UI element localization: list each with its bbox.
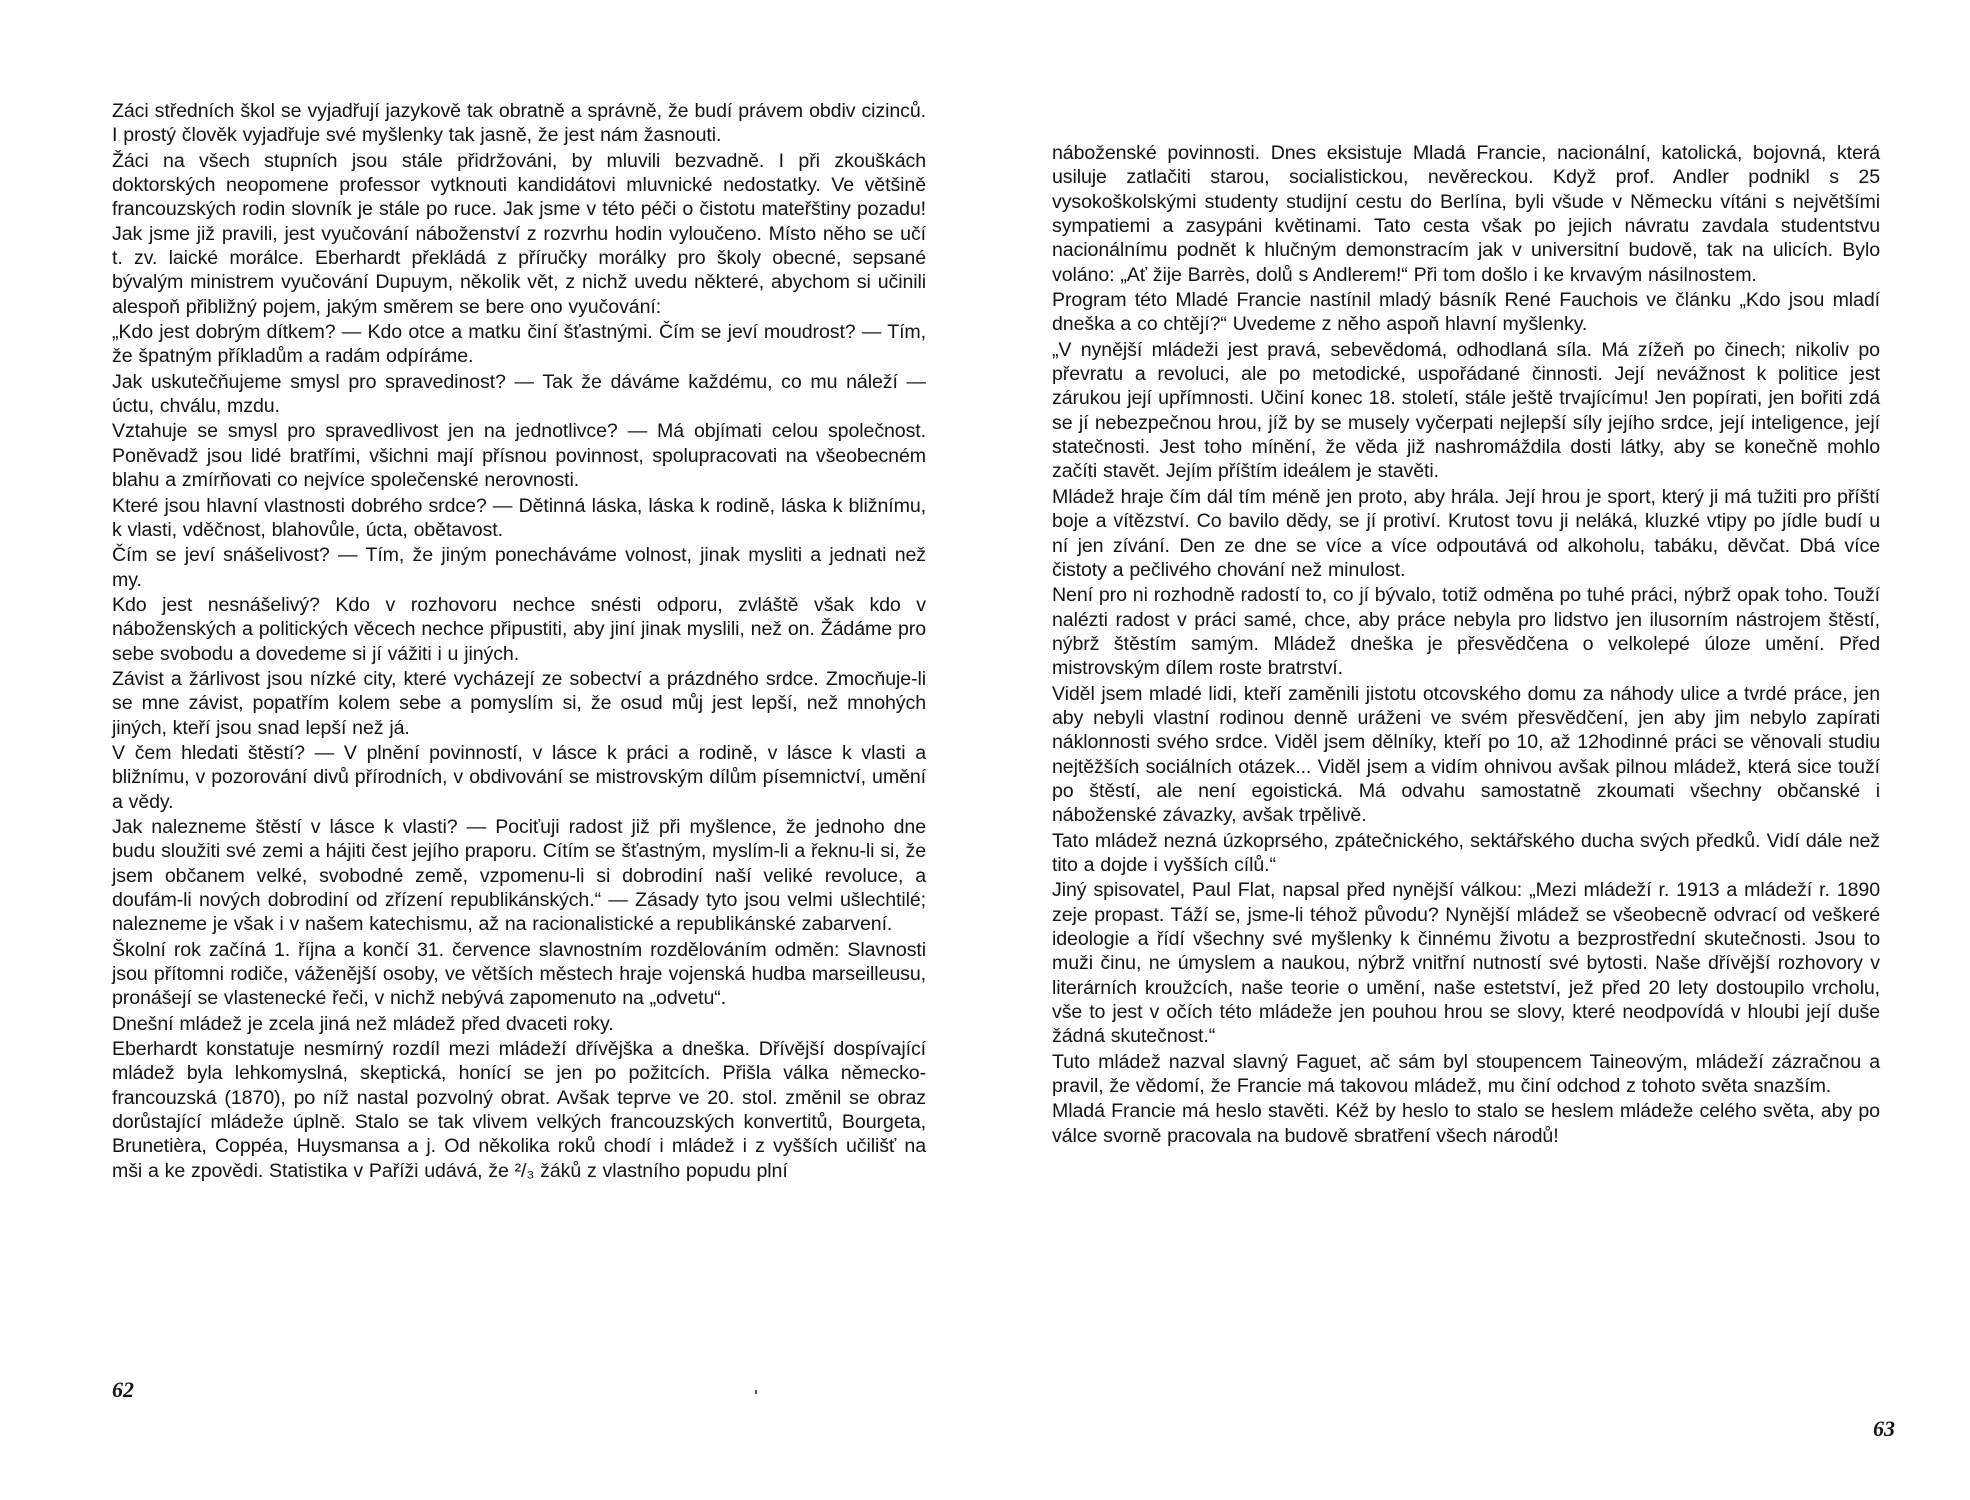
paragraph: Které jsou hlavní vlastnosti dobrého srdce? — Dětinná láska, láska k rodině, láska k bližnímu, k vlasti, vděčnost, blahovůle, úcta, obětavost. — [112, 494, 926, 541]
paragraph: Jak nalezneme štěstí v lásce k vlasti? — Pociťuji radost již při myšlence, že jednoho dne budu sloužiti své zemi a hájiti čest jejího praporu. Cítím se šťastným, myslím-li a řeknu-li si, že jsem občanem velké, svobodné země, vzpomenu-li si dobrodiní naší veliké revoluce, a doufám-li nových dobrodiní od zřízení republikánských.“ — Zásady tyto jsou velmi ušlechtilé; nalezneme je však i v našem katechismu, až na racionalistické a republikánské zabarvení. — [112, 815, 926, 936]
right-page-text — [1052, 141, 1880, 1149]
paragraph: Jiný spisovatel, Paul Flat, napsal před nynější válkou: „Mezi mládeží r. 1913 a mládeží r. 1890 zeje propast. Táží se, jsme-li téhož původu? Nynější mládež se všeobecně odvrací od veškeré ideologie a řídí všechny své myšlenky k činnému životu a bezprostřední skutečnosti. Jsou to muži činu, ne úmyslem a naukou, nýbrž vnitřní nutností své bytosti. Naše dřívější rozhovory v literárních kroužcích, naše teorie o umění, naše estetství, jež před 20 lety dostoupilo vrcholu, vše to jest v očích této mládeže jen pouhou hrou se slovy, které neodpovídá v hloubi její duše žádná skutečnost.“ — [1052, 879, 1880, 1048]
paragraph: Mladá Francie má heslo stavěti. Kéž by heslo to stalo se heslem mládeže celého světa, aby po válce svorně pracovala na budově sbratření všech národů! — [1052, 1100, 1880, 1147]
paragraph: Mládež hraje čím dál tím méně jen proto, aby hrála. Její hrou je sport, který ji má tužiti pro příští boje a vítězství. Co bavilo dědy, se jí protiví. Krutost tovu ji neláká, kluzké vtipy po jídle budí u ní jen zívání. Den ze dne se více a více odpoutává od alkoholu, tabáku, děvčat. Dbá více čistoty a pečlivého chování než minulost. — [1052, 485, 1880, 581]
page-number-right: 63 — [1873, 1416, 1895, 1441]
paragraph: Čím se jeví snášelivost? — Tím, že jiným ponecháváme volnost, jinak mysliti a jednati než my. — [112, 544, 926, 591]
paragraph: Není pro ni rozhodně radostí to, co jí bývalo, totiž odměna po tuhé práci, nýbrž opak toho. Touží nalézti radost v práci samé, chce, aby práce nebyla pro lidstvo jen ilusorním nástrojem štěstí, nýbrž štěstím samým. Mládež dneška je přesvědčena o velkolepé úloze umění. Před mistrovským dílem roste bratrství. — [1052, 584, 1880, 680]
paragraph: Dnešní mládež je zcela jiná než mládež před dvaceti roky. — [112, 1012, 614, 1035]
paragraph: Žáci na všech stupních jsou stále přidržováni, by mluvili bezvadně. I při zkouškách doktorských neopomene professor vytknouti kandidátovi mluvnické nedostatky. Ve většině francouzských rodin slovník je stále po ruce. Jak jsme v této péči o čistotu mateřštiny pozadu! Jak jsme již pravili, jest vyučování náboženství z rozvrhu hodin vyloučeno. Místo něho se učí t. zv. laické morálce. Eberhardt překládá z příručky morálky pro školy obecné, sepsané bývalým ministrem vyučování Dupuym, několik vět, z nichž uvedu některé, abychom si učinili alespoň přibližný pojem, jakým směrem se bere ono vyučování: — [112, 149, 926, 318]
paragraph: Jak uskutečňujeme smysl pro spravedinost? — Tak že dáváme každému, co mu náleží — úctu, chválu, mzdu. — [112, 370, 926, 418]
paragraph: V čem hledati štěstí? — V plnění povinností, v lásce k práci a rodině, v lásce k vlasti a bližnímu, v pozorování divů přírodních, v obdivování se mistrovským dílům písemnictví, umění a vědy. — [112, 741, 926, 813]
paragraph: Kdo jest nesnášelivý? Kdo v rozhovoru nechce snésti odporu, zvláště však kdo v náboženských a politických věcech nechce připustiti, aby jiní jinak myslili, než on. Žádáme pro sebe svobodu a dovedeme si jí vážiti i u jiných. — [112, 593, 926, 665]
print-speck — [755, 1390, 757, 1394]
paragraph: Školní rok začíná 1. října a končí 31. července slavnostním rozdělováním odměn: Slavnosti jsou přítomni rodiče, váženější osoby, ve větších městech hraje vojenská hudba marseilleusu, pronášejí se vlastenecké řeči, v nichž nebývá zapomenuto na „odvetu“. — [112, 938, 926, 1010]
paragraph: Tato mládež nezná úzkoprsého, zpátečnického, sektářského ducha svých předků. Vidí dále než tito a dojde i vyšších cílů.“ — [1052, 829, 1880, 876]
paragraph: Záci středních škol se vyjadřují jazykově tak obratně a správně, že budí právem obdiv cizinců. I prostý člověk vyjadřuje své myšlenky tak jasně, že jest nám žasnouti. — [112, 100, 926, 147]
paragraph: „Kdo jest dobrým dítkem? — Kdo otce a matku činí šťastnými. Čím se jeví moudrost? — Tím, že špatným příkladům a radám odpíráme. — [112, 321, 926, 368]
paragraph: Program této Mladé Francie nastínil mladý básník René Fauchois ve článku „Kdo jsou mladí dneška a co chtějí?“ Uvedeme z něho aspoň hlavní myšlenky. — [1052, 289, 1880, 336]
paragraph: Závist a žárlivost jsou nízké city, které vycházejí ze sobectví a prázdného srdce. Zmocňuje-li se mne závist, popatřím kolem sebe a pomyslím si, že osud můj jest lepší, než mnohých jiných, kteří jsou snad lepší než já. — [112, 667, 926, 739]
left-page-text — [112, 99, 926, 1184]
paragraph: „V nynější mládeži jest pravá, sebevědomá, odhodlaná síla. Má zížeň po činech; nikoliv po převratu a revoluci, ale po metodické, uspořádané činnosti. Její nevážnost k politice jest zárukou její upřímnosti. Učiní konec 18. století, stále ještě trvajícímu! Jen popírati, jen bořiti zdá se jí nebezpečnou hrou, jíž by se musely vyčerpati nejlepší síly jejího srdce, její inteligence, její statečnosti. Jest toho mínění, že věda již nashromáždila dosti látky, aby se konečně mohlo začíti stavět. Jejím příštím ideálem je stavěti. — [1052, 338, 1880, 483]
paragraph: Eberhardt konstatuje nesmírný rozdíl mezi mládeží dřívějška a dneška. Dřívější dospívající mládež byla lehkomyslná, skeptická, honící se jen po požitcích. Přišla válka německo-francouzská (1870), po níž nastal pozvolný obrat. Avšak teprve ve 20. stol. změnil se obraz dorůstající mládeže úplně. Stalo se tak vlivem velkých francouzských konvertitů, Bourgeta, Brunetièra, Coppéa, Huysmansa a j. Od několika roků chodí i mládež i z vyšších učilišť na mši a ke zpovědi. Statistika v Paříži udává, že ²/₃ žáků z vlastního popudu plní — [112, 1038, 926, 1182]
paragraph: náboženské povinnosti. Dnes eksistuje Mladá Francie, nacionální, katolická, bojovná, která usiluje zatlačiti starou, socialistickou, nevěreckou. Když prof. Andler podnikl s 25 vysokoškolskými studenty studijní cestu do Berlína, byli všude v Německu vítáni s největšími sympatiemi a zasypáni květinami. Tato cesta však po jejich návratu zavdala studentstvu nacionálnímu podnět k hlučným demonstracím jak v universitní budově, tak na ulicích. Bylo voláno: „Ať žije Barrès, dolů s Andlerem!“ Při tom došlo i ke krvavým násilnostem. — [1052, 142, 1880, 286]
page-number-left: 62 — [112, 1377, 134, 1402]
paragraph: Viděl jsem mladé lidi, kteří zaměnili jistotu otcovského domu za náhody ulice a tvrdé práce, jen aby nebyli vlastní rodinou denně uráženi ve svém přesvědčení, jen aby jim nebylo zapírati náklonnosti svého srdce. Viděl jsem dělníky, kteří po 10, až 12hodinné práci se věnovali studiu nejtěžších sociálních otázek... Viděl jsem a vidím ohnivou avšak pilnou mládež, která sice touží po štěstí, ale není egoistická. Má odvahu samostatně zkoumati všechny občanské i náboženské závazky, avšak trpělivě. — [1052, 682, 1880, 827]
paragraph: Tuto mládež nazval slavný Faguet, ač sám byl stoupencem Taineovým, mládeží zázračnou a pravil, že vědomí, že Francie má takovou mládež, mu činí odchod z tohoto světa snazším. — [1052, 1050, 1880, 1098]
paragraph: Vztahuje se smysl pro spravedlivost jen na jednotlivce? — Má objímati celou společnost. Poněvadž jsou lidé bratřími, všichni mají přísnou povinnost, spolupracovati na všeobecném blahu a zmírňovati co nejvíce společenské nerovnosti. — [112, 420, 926, 492]
